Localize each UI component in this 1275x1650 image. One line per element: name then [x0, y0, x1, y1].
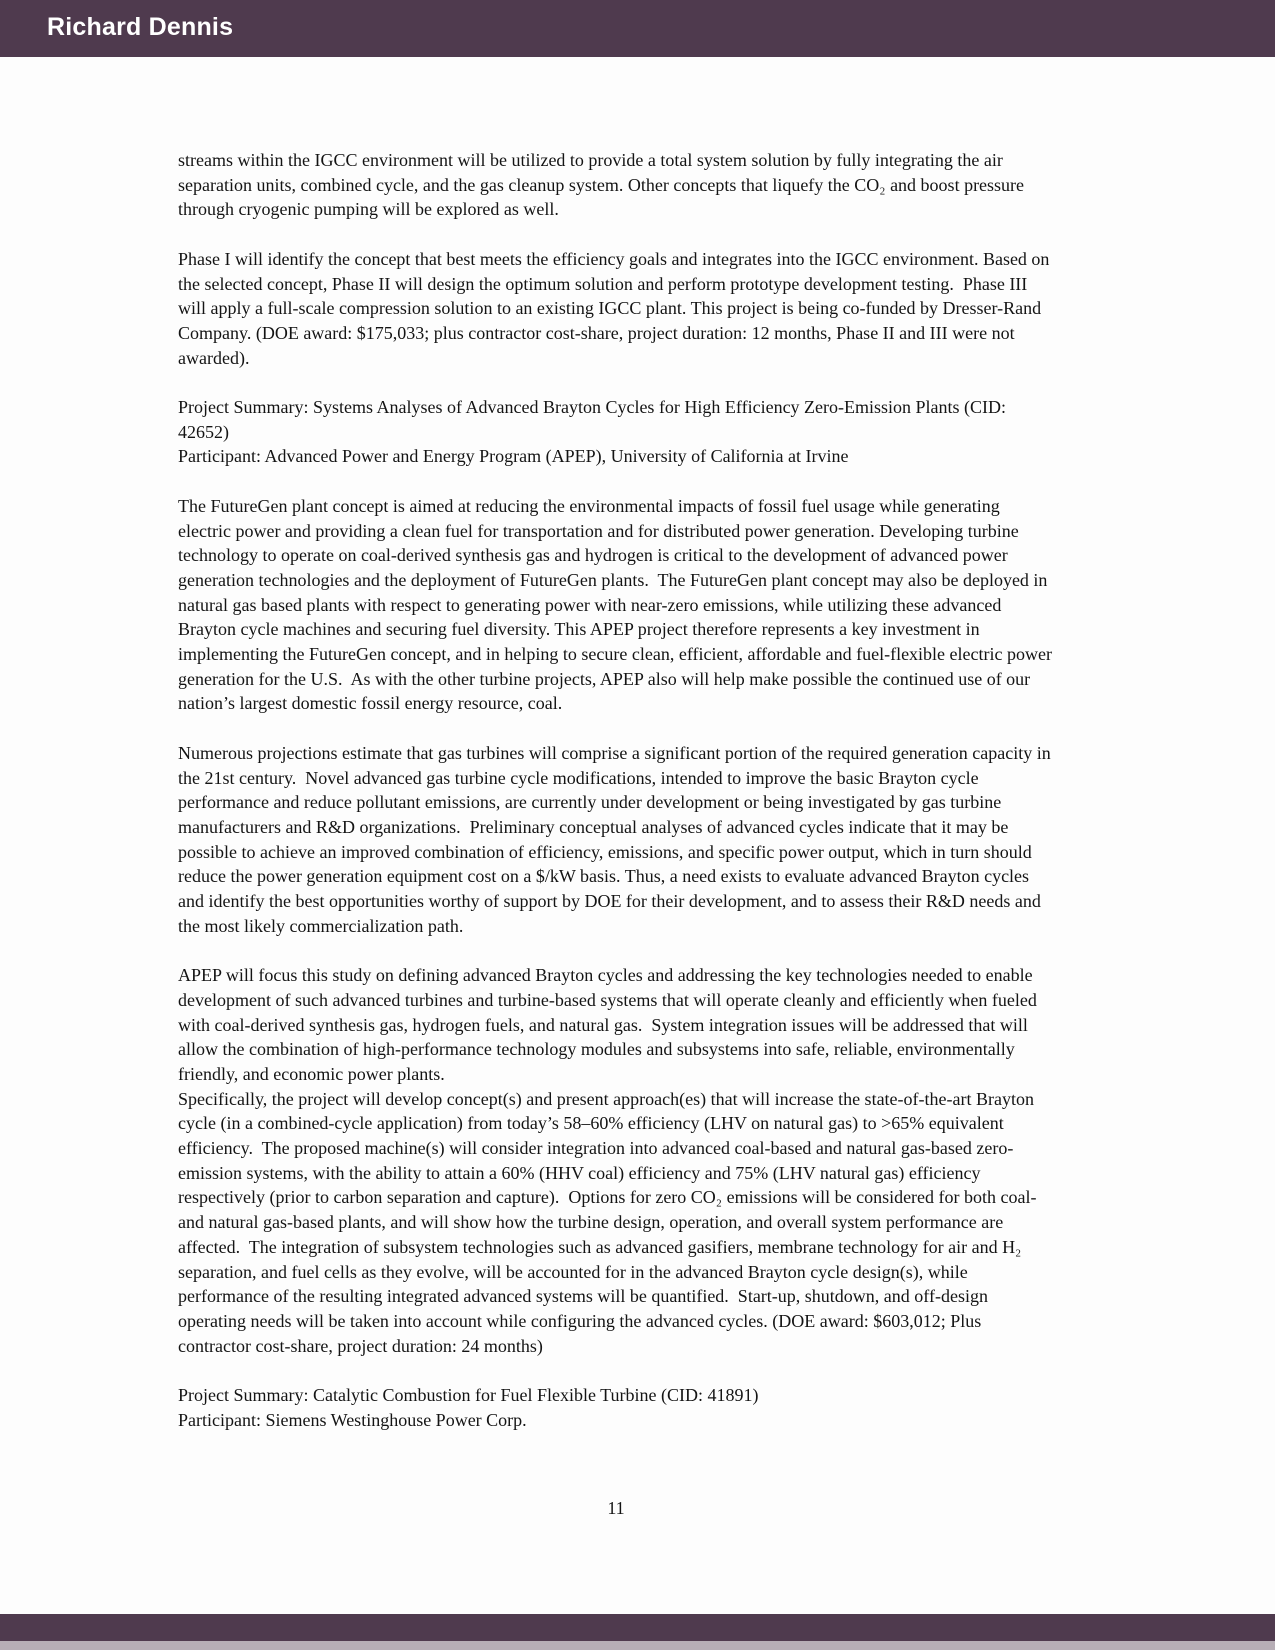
paragraph: The FutureGen plant concept is aimed at reducing the environmental impacts of fossil fuel usage while generating electric power and providing a clean fuel for transportation and for distributed power generation. Developing turbine technology to operate on coal-derived synthesis gas and hydrogen is critical to the development of advanced power generation technologies and the deployment of FutureGen plants. The FutureGen plant concept may also be deployed in natural gas based plants with respect to generating power with near-zero emissions, while utilizing these advanced Brayton cycle machines and securing fuel diversity. This APEP project therefore represents a key investment in implementing the FutureGen concept, and in helping to secure clean, efficient, affordable and fuel-flexible electric power generation for the U.S. As with the other turbine projects, APEP also will help make possible the continued use of our nation’s largest domestic fossil energy resource, coal.: [178, 495, 1057, 714]
project-summary-title: Project Summary: Systems Analyses of Advanced Brayton Cycles for High Efficiency Zero-Emission Plants (CID: 42652): [178, 397, 1011, 442]
paragraph-block: [178, 494, 1057, 716]
document-body: [178, 57, 1057, 1521]
paragraph: Numerous projections estimate that gas turbines will comprise a significant portion of the required generation capacity in the 21st century. Novel advanced gas turbine cycle modifications, intended to improve the basic Brayton cycle performance and reduce pollutant emissions, are currently under development or being investigated by gas turbine manufacturers and R&D organizations. Preliminary conceptual analyses of advanced cycles indicate that it may be possible to achieve an improved combination of efficiency, emissions, and specific power output, which in turn should reduce the power generation equipment cost on a $/kW basis. Thus, a need exists to evaluate advanced Brayton cycles and identify the best opportunities worthy of support by DOE for their development, and to assess their R&D needs and the most likely commercialization path.: [178, 742, 1056, 936]
project-participant: Participant: Advanced Power and Energy Program (APEP), University of California at Irvine: [178, 446, 849, 467]
paragraph-block: [178, 963, 1054, 1358]
paragraph-block: [178, 247, 1054, 371]
paragraph: streams within the IGCC environment will be utilized to provide a total system solution by fully integrating the air separation units, combined cycle, and the gas cleanup system. Other concepts that liquefy the CO₂ and boost pressure through cryogenic pumping will be explored as well.: [178, 150, 1029, 220]
paragraph-block: [178, 741, 1054, 939]
header-bar: [0, 0, 1275, 57]
project-participant: Participant: Siemens Westinghouse Power Corp.: [178, 1409, 527, 1430]
project-summary-title: Project Summary: Catalytic Combustion for Fuel Flexible Turbine (CID: 41891): [178, 1385, 759, 1406]
document-page: [0, 57, 1275, 1614]
paragraph: APEP will focus this study on defining advanced Brayton cycles and addressing the key technologies needed to enable development of such advanced turbines and turbine-based systems that will operate cleanly and efficiently when fueled with coal-derived synthesis gas, hydrogen fuels, and natural gas. System integration issues will be addressed that will allow the combination of high-performance technology modules and subsystems into safe, reliable, environmentally friendly, and economic power plants.: [178, 965, 1042, 1084]
footer-strip: [0, 1641, 1275, 1650]
header-title: Richard Dennis: [47, 13, 234, 41]
footer-bar: [0, 1614, 1275, 1641]
paragraph-block: [178, 148, 1054, 222]
paragraph: Specifically, the project will develop concept(s) and present approach(es) that will increase the state-of-the-art Brayton cycle (in a combined-cycle application) from today’s 58–60% efficiency (LHV on natural gas) to >65% equivalent efficiency. The proposed machine(s) will consider integration into advanced coal-based and natural gas-based zero-emission systems, with the ability to attain a 60% (HHV coal) efficiency and 75% (LHV natural gas) efficiency respectively (prior to carbon separation and capture). Options for zero CO₂ emissions will be considered for both coal- and natural gas-based plants, and will show how the turbine design, operation, and overall system performance are affected. The integration of subsystem technologies such as advanced gasifiers, membrane technology for air and H₂ separation, and fuel cells as they evolve, will be accounted for in the advanced Brayton cycle design(s), while performance of the resulting integrated advanced systems will be quantified. Start-up, shutdown, and off-design operating needs will be taken into account while configuring the advanced cycles. (DOE award: $603,012; Plus contractor cost-share, project duration: 24 months): [178, 1088, 1042, 1356]
paragraph: Phase I will identify the concept that best meets the efficiency goals and integrates into the IGCC environment. Based on the selected concept, Phase II will design the optimum solution and perform prototype development testing. Phase III will apply a full-scale compression solution to an existing IGCC plant. This project is being co-funded by Dresser-Rand Company. (DOE award: $175,033; plus contractor cost-share, project duration: 12 months, Phase II and III were not awarded).: [178, 248, 1054, 368]
project-summary-block: [178, 1383, 1054, 1432]
project-summary-block: [178, 395, 1054, 469]
page-number: 11: [607, 1498, 625, 1519]
